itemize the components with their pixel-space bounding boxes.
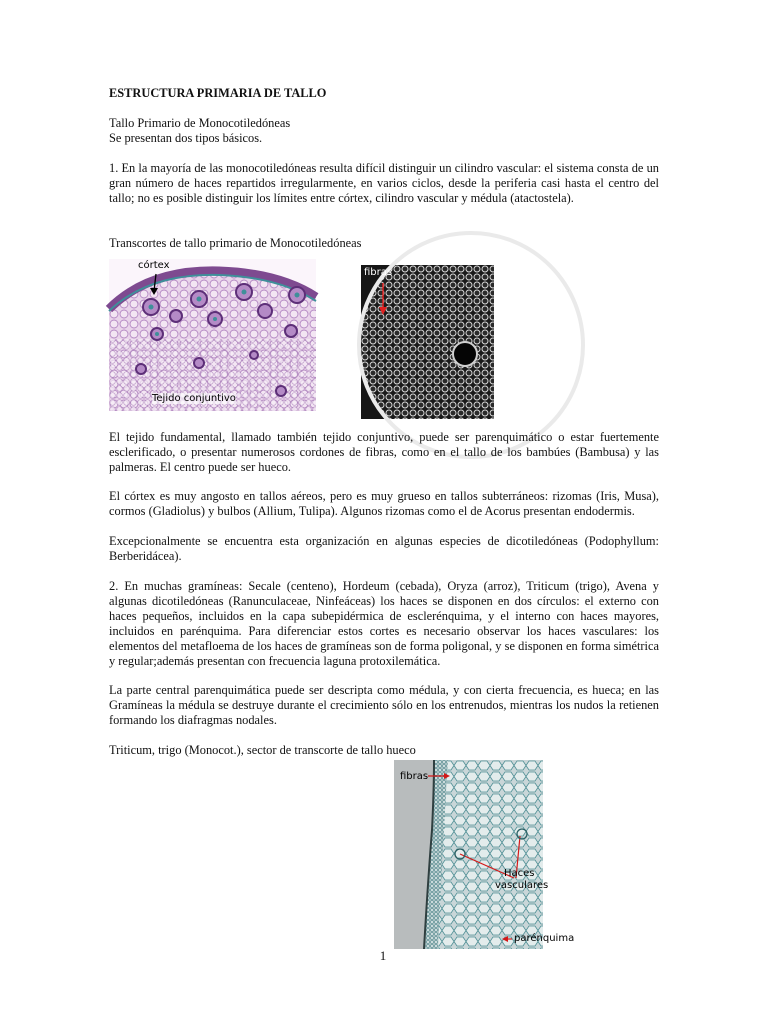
section-subtitle: Tallo Primario de Monocotiledóneas: [109, 116, 291, 130]
paragraph-1: 1. En la mayoría de las monocotiledóneas resulta difícil distinguir un cilindro vascular: el sistema consta de un gran número de haces repartidos irregularmente, en varios ciclos, desde la periferia casi hasta el centro del tallo; no es posible distinguir los límites entre córtex, cilindro vascular y médula (atactostela).: [109, 161, 659, 205]
label-haces: Haces: [504, 868, 535, 879]
figure-stem-section-bw: [361, 265, 494, 419]
paragraph-6: La parte central parenquimática puede ser descripta como médula, y con cierta frecuencia, es hueca; en las Gramíneas la médula se destruye durante el crecimiento sólo en los entrenudos, mientras los nudos la retienen formando los diafragmas nodales.: [109, 683, 659, 727]
paragraph-5: 2. En muchas gramíneas: Secale (centeno), Hordeum (cebada), Oryza (arroz), Triticum (trigo), Avena y algunas dicotiledóneas (Ranunculaceae, Ninfeáceas) los haces se disponen en dos círculos: el externo con haces pequeños, incluidos en la capa subepidérmica de esclerénquima, y el interno con haces mayores, incluidos en parénquima. Para diferenciar estos cortes es necesario observar los haces vasculares: los elementos del metafloema de los haces de gramíneas son de forma poligonal, y se disponen en forma simétrica y regular;además presentan con frecuencia laguna protoxilemática.: [109, 579, 659, 668]
label-cortex: córtex: [138, 260, 170, 271]
label-fibras-triticum: fibras: [400, 771, 429, 782]
paragraph-3: El córtex es muy angosto en tallos aéreos, pero es muy grueso en tallos subterráneos: rizomas (Iris, Musa), cormos (Gladiolus) y bulbos (Allium, Tulipa). Algunos rizomas como el de Acorus presentan endodermis.: [109, 489, 659, 518]
label-parenquima: parénquima: [514, 933, 575, 944]
label-vasculares: vasculares: [495, 880, 549, 891]
triticum-section-image: [394, 760, 543, 949]
figure-caption-2: Triticum, trigo (Monocot.), sector de transcorte de tallo hueco: [109, 743, 416, 757]
paragraph-4: Excepcionalmente se encuentra esta organización en algunas especies de dicotiledóneas (Podophyllum: Berberidácea).: [109, 534, 659, 563]
page-title: ESTRUCTURA PRIMARIA DE TALLO: [109, 86, 327, 100]
figure-triticum-section: [394, 760, 575, 949]
stained-section-image: [109, 259, 316, 411]
label-fibras-bw: fibras: [364, 267, 393, 278]
page-number: 1: [379, 948, 387, 963]
figure-stem-section-stained: [109, 259, 316, 411]
section-intro: Se presentan dos tipos básicos.: [109, 131, 263, 145]
bw-section-image: [361, 265, 494, 419]
label-tejido-conjuntivo: Tejido conjuntivo: [152, 393, 236, 404]
paragraph-2: El tejido fundamental, llamado también tejido conjuntivo, puede ser parenquimático o estar fuertemente esclerificado, o presentar numerosos cordones de fibras, como en el tallo de los bambúes (Bambusa) y las palmeras. El centro puede ser hueco.: [109, 430, 659, 474]
figure-caption-1: Transcortes de tallo primario de Monocotiledóneas: [109, 236, 362, 250]
